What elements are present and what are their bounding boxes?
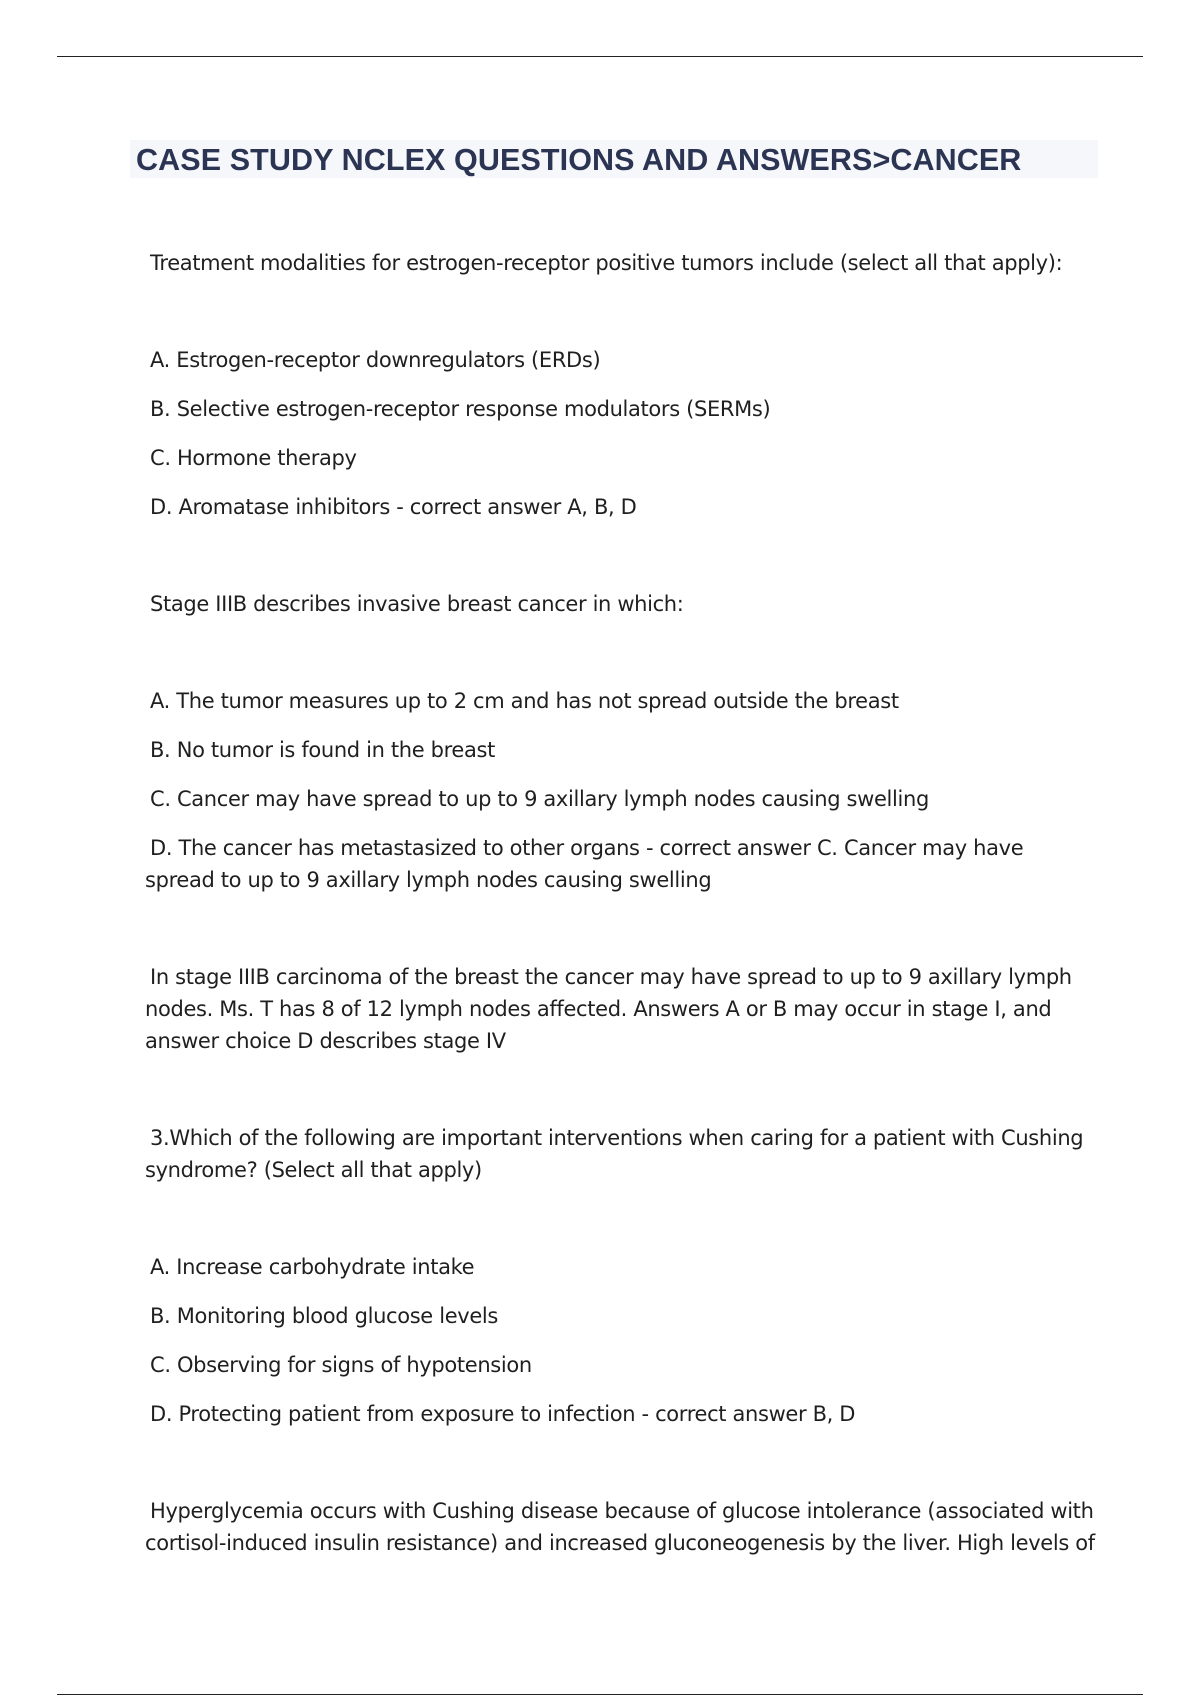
question-3-rationale: Hyperglycemia occurs with Cushing disease because of glucose intolerance (associated with cortisol-induced insulin resistance) and increased gluconeogenesis by the liver. High levels of	[145, 1499, 1095, 1555]
question-1-option-d: D. Aromatase inhibitors - correct answer A, B, D	[150, 495, 637, 519]
document-title: CASE STUDY NCLEX QUESTIONS AND ANSWERS>CANCER	[136, 143, 1022, 177]
question-2-option-a: A. The tumor measures up to 2 cm and has not spread outside the breast	[150, 689, 899, 713]
question-1-option-c: C. Hormone therapy	[150, 446, 357, 470]
question-2-stem: Stage IIIB describes invasive breast cancer in which:	[150, 592, 684, 616]
question-3-stem: 3.Which of the following are important interventions when caring for a patient with Cushing syndrome? (Select all that apply)	[145, 1126, 1084, 1182]
question-1-option-b: B. Selective estrogen-receptor response modulators (SERMs)	[150, 397, 771, 421]
question-3-option-a: A. Increase carbohydrate intake	[150, 1255, 475, 1279]
question-2-option-c: C. Cancer may have spread to up to 9 axillary lymph nodes causing swelling	[150, 787, 929, 811]
bottom-rule	[57, 1694, 1143, 1695]
question-3-option-d: D. Protecting patient from exposure to infection - correct answer B, D	[150, 1402, 856, 1426]
question-3-option-b: B. Monitoring blood glucose levels	[150, 1304, 498, 1328]
question-3-option-c: C. Observing for signs of hypotension	[150, 1353, 532, 1377]
question-2-option-b: B. No tumor is found in the breast	[150, 738, 495, 762]
question-1-option-a: A. Estrogen-receptor downregulators (ERDs)	[150, 348, 601, 372]
question-1-stem: Treatment modalities for estrogen-receptor positive tumors include (select all that apply):	[150, 251, 1063, 275]
top-rule	[57, 56, 1143, 57]
question-2-rationale: In stage IIIB carcinoma of the breast the cancer may have spread to up to 9 axillary lymph nodes. Ms. T has 8 of 12 lymph nodes affected. Answers A or B may occur in stage I, and answer choice D describes stage IV	[145, 965, 1072, 1053]
question-2-option-d: D. The cancer has metastasized to other organs - correct answer C. Cancer may have spread to up to 9 axillary lymph nodes causing swelling	[145, 836, 1024, 892]
document-body	[145, 247, 1095, 1559]
